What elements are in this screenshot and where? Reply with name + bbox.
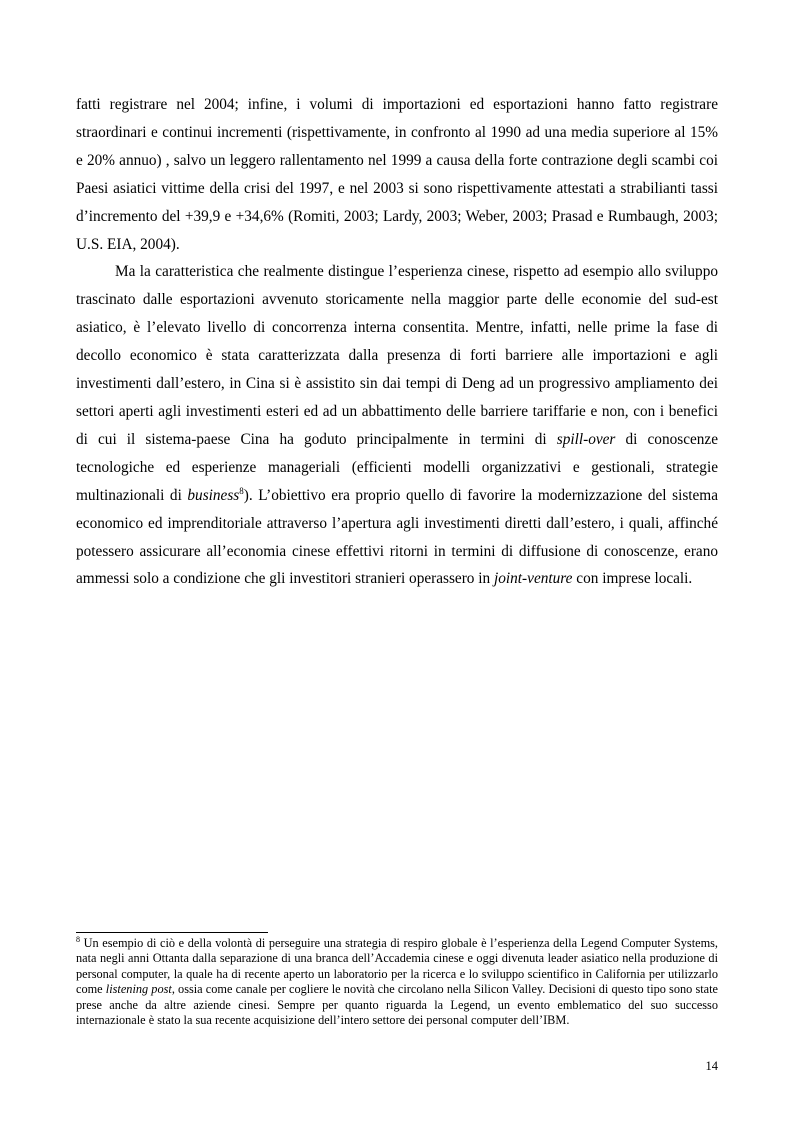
paragraph-2-text-4: con imprese locali. [572,570,693,588]
page-number: 14 [705,1059,718,1073]
paragraph-2-text-1: Ma la caratteristica che realmente distingue l’esperienza cinese, rispetto ad esempio allo sviluppo trascinato dalle esportazioni avvenuto storicamente nella maggior parte delle economie del sud-est asiatico, è l’elevato livello di concorrenza interna consentita. Mentre, infatti, nelle prime la fase di decollo economico è stata caratterizzata dalla presenza di forti barriere alle importazioni e agli investimenti dall’estero, in Cina si è assistito sin dai tempi di Deng ad un progressivo ampliamento dei settori aperti agli investimenti esteri ed ad un abbattimento delle barriere tariffarie e non, con i benefici di cui il sistema-paese Cina ha goduto principalmente in termini di [76,263,718,448]
footnote-marker: 8 [76,935,80,944]
footnote-text-1: Un esempio di ciò e della volontà di perseguire una strategia di respiro globale è l’esperienza della Legend Computer Systems, nata negli anni Ottanta dalla separazione di una branca dell’Accademia cinese e oggi divenuta leader asiatico nella produzione di personal computer, la quale ha di recente aperto un laboratorio per la ricerca e lo sviluppo scientifico in California per utilizzarlo come [76,936,718,997]
term-spill-over: spill-over [556,430,616,448]
footnote [76,936,718,1028]
footnote-text-2: , ossia come canale per cogliere le novità che circolano nella Silicon Valley. Decisioni di questo tipo sono state prese anche da altre aziende cinesi. Sempre per quanto riguarda la Legend, un evento emblematico del suo successo internazionale è stato la sua recente acquisizione dell’intero settore dei personal computer dell’IBM. [76,982,718,1028]
paragraph-2-text-3: ). L’obiettivo era proprio quello di favorire la modernizzazione del sistema economico ed imprenditoriale attraverso l’apertura agli investimenti diretti dall’estero, i quali, affinché potessero assicurare all’economia cinese effettivi ritorni in termini di diffusione di conoscenze, erano ammessi solo a condizione che gli investitori stranieri operassero in [76,486,718,588]
footnote-separator [76,932,268,933]
paragraph-2 [76,258,718,593]
body-text [76,91,718,593]
term-listening-post: listening post [105,982,172,997]
footnote-reference[interactable]: 8 [239,485,244,496]
term-business: business [187,486,240,504]
paragraph-1 [76,91,718,258]
paragraph-1-text: fatti registrare nel 2004; infine, i volumi di importazioni ed esportazioni hanno fatto registrare straordinari e continui incrementi (rispettivamente, in confronto al 1990 ad una media superiore al 15% e 20% annuo) , salvo un leggero rallentamento nel 1999 a causa della forte contrazione degli scambi coi Paesi asiatici vittime della crisi del 1997, e nel 2003 si sono rispettivamente attestati a strabilianti tassi d’incremento del +39,9 e +34,6% (Romiti, 2003; Lardy, 2003; Weber, 2003; Prasad e Rumbaugh, 2003; U.S. EIA, 2004). [76,96,718,253]
term-joint-venture: joint-venture [494,570,573,588]
paragraph-2-text-2: di conoscenze tecnologiche ed esperienze manageriali (efficienti modelli organizzativi e gestionali, strategie multinazionali di [76,430,718,504]
